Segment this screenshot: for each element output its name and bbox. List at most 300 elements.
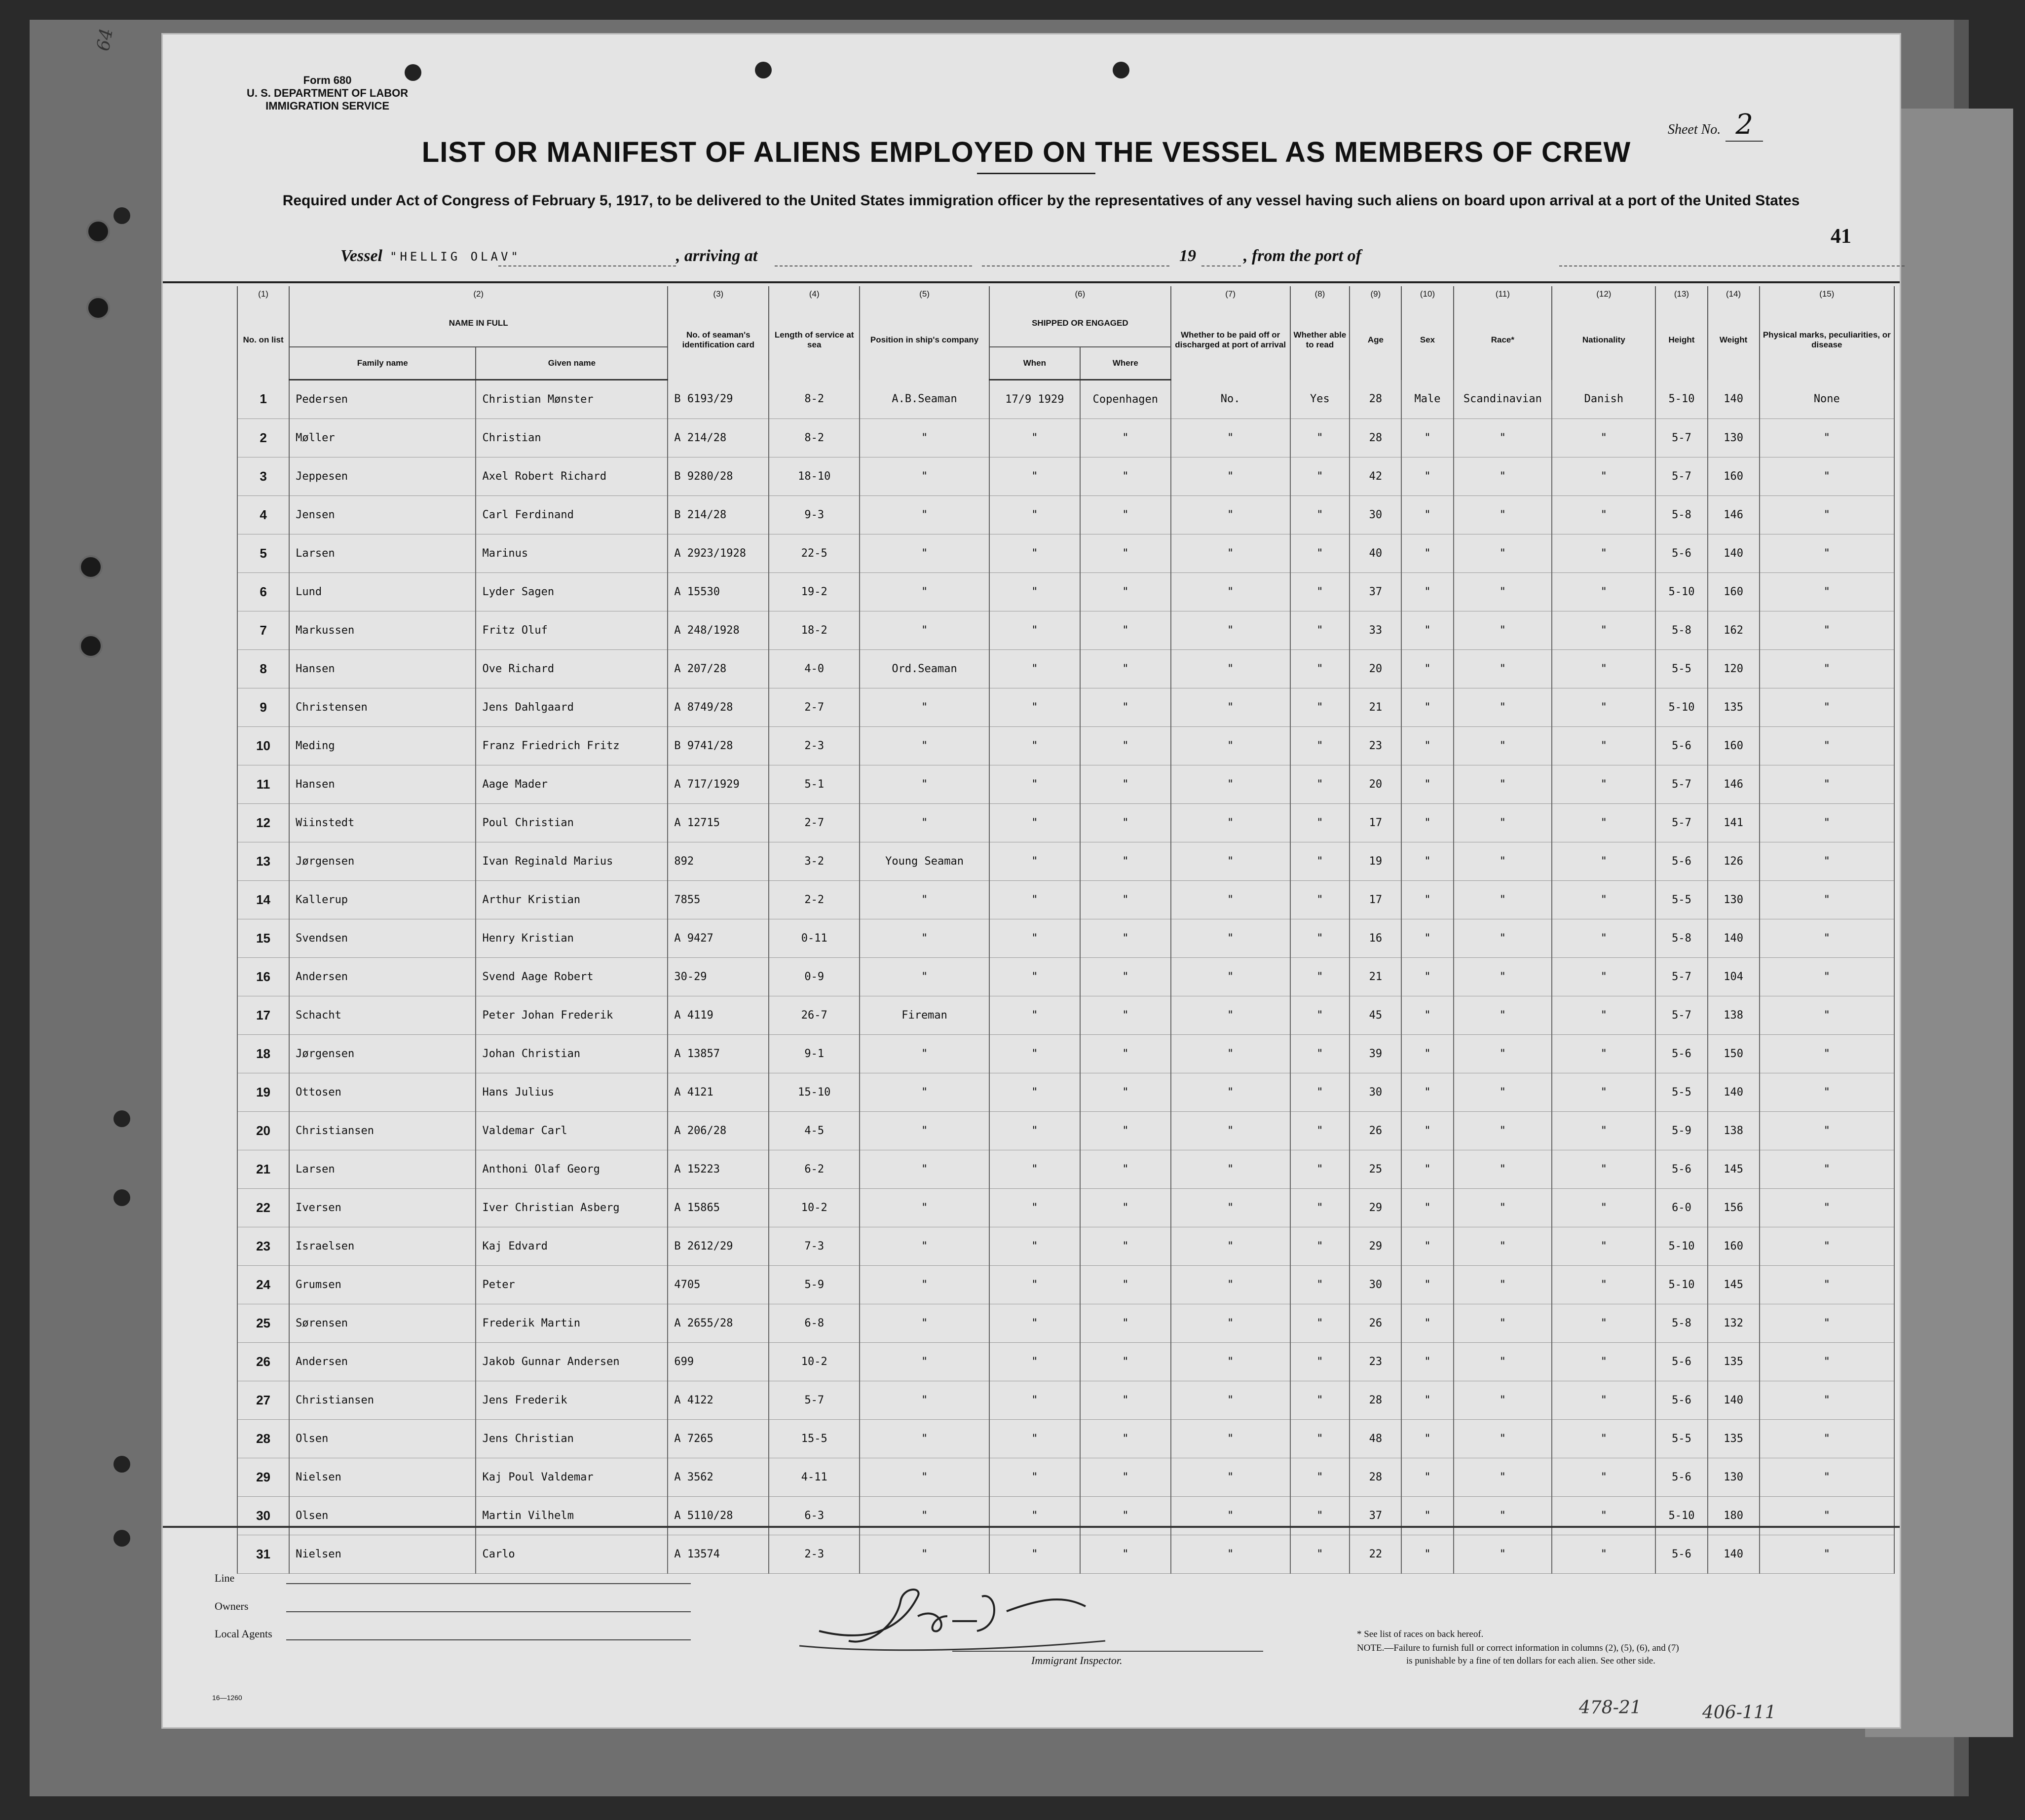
cell-weight: 104 [1708,958,1760,996]
punch-hole-icon [755,62,772,78]
cell-read: " [1290,457,1350,496]
cell-card: A 7265 [668,1420,769,1458]
cell-race: " [1454,919,1552,958]
cell-weight: 140 [1708,1381,1760,1420]
cell-weight: 135 [1708,1343,1760,1381]
cell-when: " [989,1420,1080,1458]
cell-given: Iver Christian Asberg [476,1189,668,1227]
cell-read: " [1290,688,1350,727]
cell-no: 19 [237,1073,289,1112]
cell-given: Christian [476,419,668,457]
cell-marks: " [1760,1266,1894,1304]
cell-race: " [1454,1112,1552,1150]
header-weight: Weight [1708,300,1760,380]
cell-read: " [1290,996,1350,1035]
cell-paid-off: " [1171,1112,1290,1150]
header-where: Where [1080,347,1171,380]
cell-given: Christian Mønster [476,380,668,419]
cell-read: " [1290,1073,1350,1112]
cell-height: 5-8 [1655,611,1707,650]
cell-family: Jørgensen [289,842,476,881]
cell-sex: " [1401,881,1453,919]
cell-nationality: " [1552,496,1655,534]
cell-height: 5-6 [1655,534,1707,573]
cell-position: " [860,1458,989,1497]
cell-service: 15-10 [769,1073,860,1112]
manifest-body [237,380,1894,1574]
cell-position: " [860,765,989,804]
cell-given: Aage Mader [476,765,668,804]
cell-given: Arthur Kristian [476,881,668,919]
cell-sex: " [1401,573,1453,611]
cell-marks: " [1760,919,1894,958]
cell-no: 29 [237,1458,289,1497]
cell-when: " [989,1112,1080,1150]
arriving-label: , arriving at [676,247,758,265]
cell-paid-off: " [1171,765,1290,804]
table-row [237,1035,1894,1073]
cell-card: 4705 [668,1266,769,1304]
cell-read: " [1290,1458,1350,1497]
cell-weight: 146 [1708,496,1760,534]
cell-height: 5-10 [1655,688,1707,727]
cell-sex: " [1401,650,1453,688]
cell-nationality: " [1552,1497,1655,1535]
cell-marks: " [1760,573,1894,611]
cell-read: " [1290,1112,1350,1150]
cell-when: " [989,534,1080,573]
cell-nationality: " [1552,996,1655,1035]
cell-nationality: " [1552,573,1655,611]
cell-position: " [860,1420,989,1458]
cell-nationality: " [1552,1343,1655,1381]
cell-paid-off: " [1171,1535,1290,1574]
cell-where: " [1080,457,1171,496]
cell-position: " [860,611,989,650]
cell-position: " [860,534,989,573]
colnum-14: (14) [1708,286,1760,300]
cell-race: " [1454,1343,1552,1381]
cell-nationality: " [1552,688,1655,727]
cell-card: A 15865 [668,1189,769,1227]
cell-weight: 156 [1708,1189,1760,1227]
cell-when: " [989,765,1080,804]
cell-marks: " [1760,1150,1894,1189]
cell-marks: " [1760,765,1894,804]
cell-card: A 717/1929 [668,765,769,804]
cell-height: 5-7 [1655,765,1707,804]
inspector-signature [789,1577,1115,1656]
sheet-value: 2 [1725,109,1763,142]
cell-weight: 180 [1708,1497,1760,1535]
colnum-13: (13) [1655,286,1707,300]
cell-age: 21 [1350,958,1401,996]
cell-sex: " [1401,1150,1453,1189]
cell-height: 5-6 [1655,1535,1707,1574]
cell-when: " [989,1266,1080,1304]
cell-given: Anthoni Olaf Georg [476,1150,668,1189]
cell-height: 5-8 [1655,1304,1707,1343]
cell-when: " [989,919,1080,958]
cell-no: 6 [237,573,289,611]
colnum-10: (10) [1401,286,1453,300]
cell-paid-off: " [1171,1150,1290,1189]
cell-service: 18-2 [769,611,860,650]
cell-given: Axel Robert Richard [476,457,668,496]
cell-weight: 145 [1708,1150,1760,1189]
cell-when: " [989,457,1080,496]
cell-sex: " [1401,727,1453,765]
header-service: Length of service at sea [769,300,860,380]
table-row [237,1227,1894,1266]
cell-position: " [860,881,989,919]
margin-note-top-left: 64 [93,27,117,53]
cell-service: 6-8 [769,1304,860,1343]
cell-read: " [1290,611,1350,650]
cell-nationality: " [1552,611,1655,650]
cell-marks: " [1760,1189,1894,1227]
cell-paid-off: " [1171,804,1290,842]
cell-family: Schacht [289,996,476,1035]
cell-height: 5-9 [1655,1112,1707,1150]
cell-where: " [1080,881,1171,919]
cell-no: 18 [237,1035,289,1073]
cell-race: " [1454,1073,1552,1112]
table-row [237,996,1894,1035]
cell-given: Carl Ferdinand [476,496,668,534]
cell-weight: 135 [1708,688,1760,727]
cell-given: Ivan Reginald Marius [476,842,668,881]
cell-age: 40 [1350,534,1401,573]
cell-family: Lund [289,573,476,611]
penalty-note: NOTE.—Failure to furnish full or correct information in columns (2), (5), (6), and (7) [1357,1643,1679,1653]
cell-family: Ottosen [289,1073,476,1112]
cell-sex: " [1401,1227,1453,1266]
table-row [237,1189,1894,1227]
cell-read: " [1290,496,1350,534]
cell-given: Ove Richard [476,650,668,688]
cell-no: 28 [237,1420,289,1458]
colnum-4: (4) [769,286,860,300]
inspector-signature-rule [952,1651,1263,1652]
cell-service: 0-11 [769,919,860,958]
cell-weight: 135 [1708,1420,1760,1458]
cell-sex: " [1401,419,1453,457]
cell-read: " [1290,804,1350,842]
cell-position: " [860,1189,989,1227]
cell-when: " [989,1381,1080,1420]
cell-position: Fireman [860,996,989,1035]
table-row [237,534,1894,573]
cell-card: A 8749/28 [668,688,769,727]
cell-family: Larsen [289,534,476,573]
page-number: 41 [1831,225,1851,248]
cell-sex: " [1401,496,1453,534]
cell-race: " [1454,1227,1552,1266]
cell-service: 10-2 [769,1189,860,1227]
cell-position: " [860,1497,989,1535]
cell-height: 5-5 [1655,1420,1707,1458]
cell-where: " [1080,1112,1171,1150]
cell-height: 5-6 [1655,1343,1707,1381]
cell-sex: " [1401,1458,1453,1497]
cell-when: " [989,881,1080,919]
cell-read: " [1290,419,1350,457]
cell-age: 30 [1350,1073,1401,1112]
cell-when: " [989,727,1080,765]
cell-given: Johan Christian [476,1035,668,1073]
cell-family: Kallerup [289,881,476,919]
cell-position: " [860,804,989,842]
vessel-label: Vessel [340,247,382,265]
header-no-on-list: No. on list [237,300,289,380]
cell-height: 5-7 [1655,419,1707,457]
cell-read: " [1290,727,1350,765]
cell-age: 17 [1350,804,1401,842]
cell-paid-off: " [1171,1073,1290,1112]
cell-race: " [1454,1304,1552,1343]
cell-position: " [860,1381,989,1420]
colnum-12: (12) [1552,286,1655,300]
cell-no: 10 [237,727,289,765]
cell-age: 28 [1350,380,1401,419]
cell-read: " [1290,650,1350,688]
table-row [237,496,1894,534]
cell-nationality: " [1552,650,1655,688]
cell-nationality: " [1552,1266,1655,1304]
table-row [237,1420,1894,1458]
punch-hole-icon [1113,62,1129,78]
cell-height: 5-8 [1655,496,1707,534]
cell-height: 5-6 [1655,727,1707,765]
cell-card: 699 [668,1343,769,1381]
cell-service: 9-3 [769,496,860,534]
cell-paid-off: " [1171,1497,1290,1535]
cell-no: 17 [237,996,289,1035]
cell-race: " [1454,727,1552,765]
cell-age: 28 [1350,1458,1401,1497]
colnum-6: (6) [989,286,1171,300]
cell-weight: 138 [1708,996,1760,1035]
cell-service: 26-7 [769,996,860,1035]
cell-service: 9-1 [769,1035,860,1073]
crew-manifest-table [237,286,1895,1574]
cell-read: " [1290,1189,1350,1227]
footer-rule [163,1526,1900,1528]
header-shipped: SHIPPED OR ENGAGED [989,300,1171,347]
cell-service: 8-2 [769,419,860,457]
cell-family: Møller [289,419,476,457]
cell-weight: 160 [1708,1227,1760,1266]
cell-when: " [989,1304,1080,1343]
cell-where: " [1080,1497,1171,1535]
page-subtitle: Required under Act of Congress of February 5, 1917, to be delivered to the United States immigration officer by the representatives of any vessel having such aliens on board upon arrival at a port of the United States [282,192,1800,209]
cell-family: Jørgensen [289,1035,476,1073]
cell-where: " [1080,1535,1171,1574]
cell-race: " [1454,1189,1552,1227]
cell-where: " [1080,919,1171,958]
cell-weight: 140 [1708,1535,1760,1574]
colnum-7: (7) [1171,286,1290,300]
cell-family: Jensen [289,496,476,534]
cell-service: 10-2 [769,1343,860,1381]
cell-service: 22-5 [769,534,860,573]
department: U. S. DEPARTMENT OF LABOR [247,87,409,99]
cell-given: Jens Christian [476,1420,668,1458]
cell-given: Marinus [476,534,668,573]
cell-race: " [1454,765,1552,804]
cell-when: " [989,1189,1080,1227]
cell-nationality: " [1552,457,1655,496]
cell-family: Larsen [289,1150,476,1189]
cell-age: 20 [1350,765,1401,804]
cell-height: 5-10 [1655,1497,1707,1535]
cell-position: " [860,457,989,496]
cell-nationality: " [1552,881,1655,919]
cell-age: 23 [1350,727,1401,765]
cell-position: " [860,1112,989,1150]
cell-no: 13 [237,842,289,881]
cell-height: 5-8 [1655,919,1707,958]
signature-text: John Cross [1021,1591,1028,1592]
cell-card: A 9427 [668,919,769,958]
cell-card: A 15530 [668,573,769,611]
cell-sex: " [1401,1497,1453,1535]
cell-marks: " [1760,1304,1894,1343]
cell-where: " [1080,1035,1171,1073]
cell-service: 7-3 [769,1227,860,1266]
punch-hole-icon [113,1189,130,1206]
cell-paid-off: " [1171,1266,1290,1304]
from-port-label: , from the port of [1243,247,1361,265]
cell-card: 7855 [668,881,769,919]
cell-height: 5-7 [1655,804,1707,842]
binder-hole-icon [86,296,110,320]
cell-race: " [1454,688,1552,727]
cell-given: Svend Aage Robert [476,958,668,996]
header-race: Race* [1454,300,1552,380]
cell-paid-off: " [1171,611,1290,650]
cell-paid-off: " [1171,1304,1290,1343]
cell-family: Christiansen [289,1381,476,1420]
cell-sex: " [1401,1035,1453,1073]
cell-age: 22 [1350,1535,1401,1574]
margin-note-bottom-2: 406-111 [1702,1703,1776,1723]
cell-weight: 140 [1708,380,1760,419]
races-note: * See list of races on back hereof. [1357,1629,1484,1639]
cell-marks: " [1760,1035,1894,1073]
cell-given: Fritz Oluf [476,611,668,650]
header-position: Position in ship's company [860,300,989,380]
cell-paid-off: " [1171,1189,1290,1227]
cell-weight: 146 [1708,765,1760,804]
cell-weight: 141 [1708,804,1760,842]
table-row [237,919,1894,958]
cell-family: Christiansen [289,1112,476,1150]
cell-where: " [1080,1073,1171,1112]
cell-position: Ord.Seaman [860,650,989,688]
cell-sex: " [1401,765,1453,804]
cell-no: 7 [237,611,289,650]
cell-service: 2-7 [769,804,860,842]
cell-weight: 160 [1708,573,1760,611]
cell-age: 39 [1350,1035,1401,1073]
arriving-date-field [982,249,1169,266]
cell-where: " [1080,996,1171,1035]
cell-position: " [860,419,989,457]
table-row [237,842,1894,881]
cell-family: Meding [289,727,476,765]
cell-marks: " [1760,1381,1894,1420]
cell-where: " [1080,496,1171,534]
cell-read: " [1290,1266,1350,1304]
cell-family: Iversen [289,1189,476,1227]
cell-read: Yes [1290,380,1350,419]
cell-service: 3-2 [769,842,860,881]
cell-paid-off: " [1171,457,1290,496]
colnum-15: (15) [1760,286,1894,300]
cell-position: " [860,919,989,958]
form-number: Form 680 [303,74,352,86]
cell-sex: " [1401,457,1453,496]
cell-weight: 130 [1708,881,1760,919]
cell-race: " [1454,1458,1552,1497]
cell-age: 30 [1350,1266,1401,1304]
table-row [237,1535,1894,1574]
cell-sex: " [1401,1381,1453,1420]
cell-service: 2-3 [769,1535,860,1574]
cell-marks: " [1760,842,1894,881]
penalty-note-cont: is punishable by a fine of ten dollars for each alien. See other side. [1406,1656,1655,1666]
cell-weight: 120 [1708,650,1760,688]
cell-card: A 214/28 [668,419,769,457]
cell-race: " [1454,1035,1552,1073]
cell-nationality: Danish [1552,380,1655,419]
cell-sex: " [1401,1189,1453,1227]
cell-paid-off: " [1171,996,1290,1035]
cell-nationality: " [1552,1458,1655,1497]
cell-family: Christensen [289,688,476,727]
cell-weight: 140 [1708,534,1760,573]
cell-paid-off: No. [1171,380,1290,419]
cell-card: A 13574 [668,1535,769,1574]
cell-read: " [1290,573,1350,611]
cell-race: " [1454,881,1552,919]
cell-no: 2 [237,419,289,457]
cell-where: " [1080,534,1171,573]
cell-card: A 206/28 [668,1112,769,1150]
cell-age: 26 [1350,1112,1401,1150]
table-row [237,1304,1894,1343]
cell-paid-off: " [1171,1035,1290,1073]
cell-marks: " [1760,688,1894,727]
cell-height: 5-6 [1655,1381,1707,1420]
cell-paid-off: " [1171,919,1290,958]
cell-age: 20 [1350,650,1401,688]
cell-where: " [1080,1343,1171,1381]
cell-weight: 145 [1708,1266,1760,1304]
cell-when: " [989,573,1080,611]
table-row [237,765,1894,804]
cell-nationality: " [1552,727,1655,765]
binder-hole-icon [79,634,103,658]
cell-race: " [1454,573,1552,611]
cell-no: 22 [237,1189,289,1227]
cell-where: " [1080,1381,1171,1420]
cell-family: Israelsen [289,1227,476,1266]
owners-field [286,1611,691,1612]
cell-position: " [860,1150,989,1189]
